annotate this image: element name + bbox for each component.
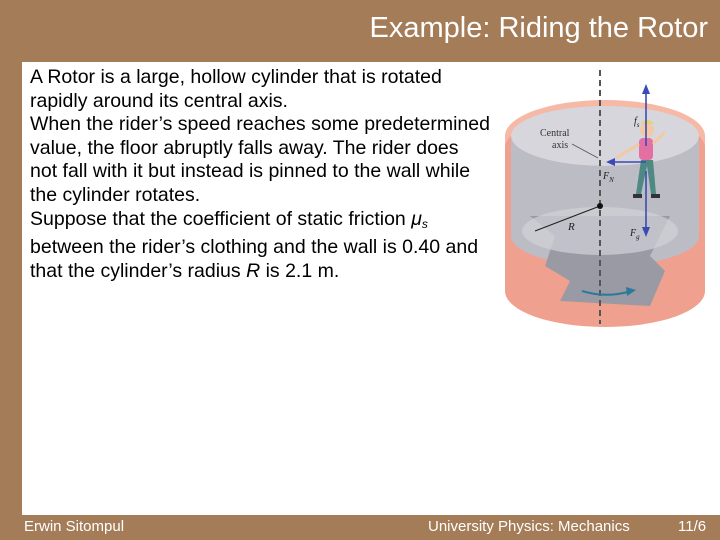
mu-subscript: s bbox=[421, 216, 428, 231]
paragraph-rider-pinned: When the rider’s speed reaches some predetermined value, the floor abruptly falls away. The rider does not fall with it but instead is pinned to the wall while the cylinder rotates. bbox=[30, 113, 490, 206]
slide-title: Example: Riding the Rotor bbox=[369, 12, 708, 44]
slide-body bbox=[30, 66, 490, 283]
central-axis-label-line2: axis bbox=[552, 140, 569, 151]
rotor-diagram bbox=[500, 66, 705, 328]
normal-force-label: $F_N$ bbox=[603, 171, 614, 184]
problem-text-middle: between the rider’s clothing and the wall is 0.40 and that the cylinder’s radius bbox=[30, 236, 479, 282]
center-point bbox=[597, 203, 603, 209]
footer-page-number: 11/6 bbox=[678, 518, 707, 535]
gravity-label: $F_g$ bbox=[630, 228, 640, 241]
paragraph-problem-statement bbox=[30, 208, 490, 284]
central-axis-label-line1: Central bbox=[540, 128, 570, 139]
problem-text-end: is 2.1 m. bbox=[260, 259, 340, 282]
friction-arrowhead bbox=[642, 84, 650, 94]
paragraph-rotor-description: A Rotor is a large, hollow cylinder that is rotated rapidly around its central axis. bbox=[30, 66, 442, 112]
radius-label: R bbox=[568, 221, 575, 233]
radius-symbol: R bbox=[246, 259, 261, 282]
friction-label: $f_s$ bbox=[634, 116, 640, 129]
footer-author: Erwin Sitompul bbox=[24, 518, 125, 535]
footer-course: University Physics: Mechanics bbox=[428, 518, 630, 535]
mu-symbol: μ bbox=[411, 207, 422, 230]
problem-text-start: Suppose that the coefficient of static friction bbox=[30, 207, 412, 230]
